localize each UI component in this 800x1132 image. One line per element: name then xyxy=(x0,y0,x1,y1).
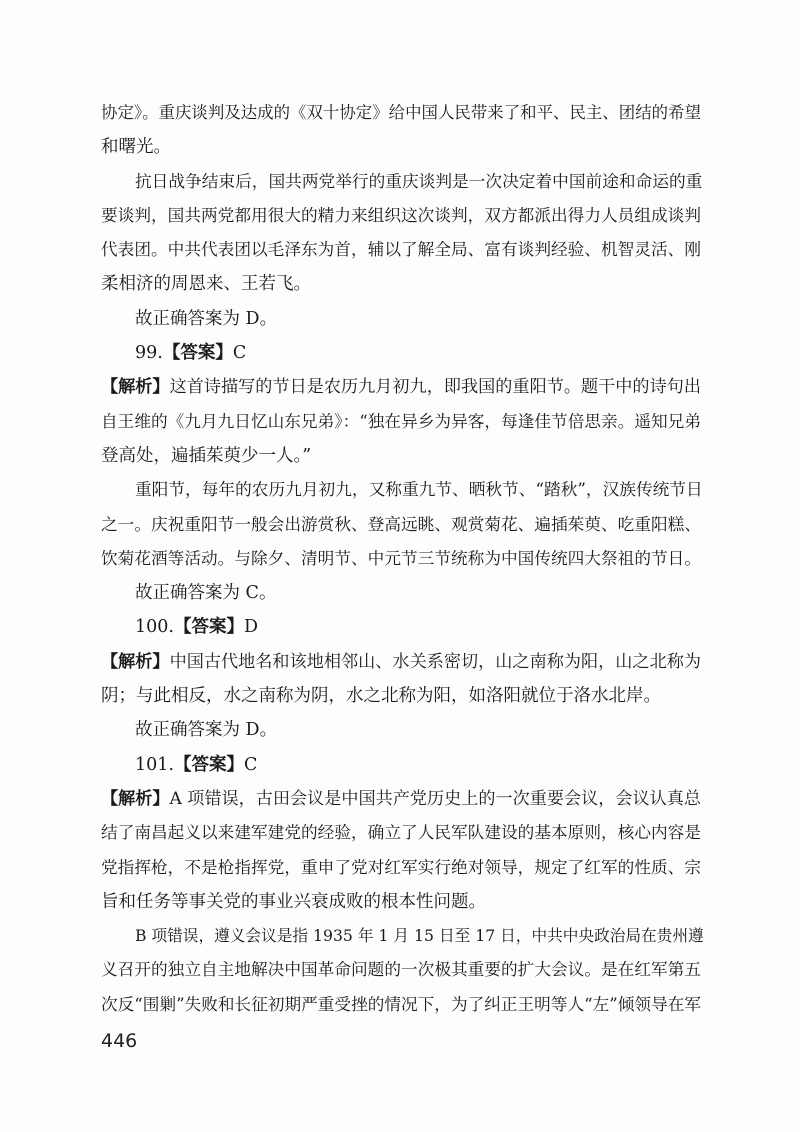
text-line: 之一。庆祝重阳节一般会出游赏秋、登高远眺、观赏菊花、遍插茱萸、吃重阳糕、 xyxy=(101,514,701,534)
text-line: 99.【答案】C xyxy=(135,343,247,364)
text-line: 阴；与此相反，水之南称为阴，水之北称为阳，如洛阳就位于洛水北岸。 xyxy=(101,686,661,707)
section-marker: 【解析】 xyxy=(101,788,170,809)
text-line: 101.【答案】C xyxy=(135,754,258,775)
section-marker: 【答案】 xyxy=(162,343,233,364)
text-line: 自王维的《九月九日忆山东兄弟》：“独在异乡为异客，每逢佳节倍思亲。遥知兄弟 xyxy=(101,411,701,431)
text-line: 柔相济的周恩来、王若飞。 xyxy=(101,274,311,295)
text-line: 重阳节，每年的农历九月初九，又称重九节、晒秋节、“踏秋”，汉族传统节日 xyxy=(135,480,703,500)
text-line: 故正确答案为 D。 xyxy=(135,720,278,741)
text-line: 代表团。中共代表团以毛泽东为首，辅以了解全局、富有谈判经验、机智灵活、刚 xyxy=(101,240,701,260)
text-line: 故正确答案为 C。 xyxy=(135,583,277,604)
text-line: 【解析】中国古代地名和该地相邻山、水关系密切，山之南称为阳，山之北称为 xyxy=(101,651,701,672)
section-marker: 【答案】 xyxy=(173,617,244,638)
text-line: 义召开的独立自主地解决中国革命问题的一次极其重要的扩大会议。是在红军第五 xyxy=(101,960,701,980)
text-line: 【解析】这首诗描写的节日是农历九月初九，即我国的重阳节。题干中的诗句出 xyxy=(101,377,701,398)
text-line: B 项错误，遵义会议是指 1935 年 1 月 15 日至 17 日，中共中央政治局在贵州遵 xyxy=(135,926,704,946)
text-line: 登高处，遍插茱萸少一人。” xyxy=(101,445,312,466)
section-marker: 【解析】 xyxy=(101,377,170,398)
text-line: 和曙光。 xyxy=(101,137,171,158)
section-marker: 【解析】 xyxy=(101,651,170,672)
text-line: 协定》。重庆谈判及达成的《双十协定》给中国人民带来了和平、民主、团结的希望 xyxy=(101,103,701,122)
page-number: 446 xyxy=(101,1030,138,1052)
body-text xyxy=(101,96,704,1022)
text-line: 要谈判，国共两党都用很大的精力来组织这次谈判，双方都派出得力人员组成谈判 xyxy=(101,205,701,225)
text-line: 故正确答案为 D。 xyxy=(135,308,278,329)
text-line: 党指挥枪，不是枪指挥党，重申了党对红军实行绝对领导，规定了红军的性质、宗 xyxy=(101,857,701,877)
text-line: 饮菊花酒等活动。与除夕、清明节、中元节三节统称为中国传统四大祭祖的节日。 xyxy=(101,548,701,568)
text-line: 100.【答案】D xyxy=(135,617,258,638)
text-line: 【解析】A 项错误，古田会议是中国共产党历史上的一次重要会议，会议认真总 xyxy=(101,788,701,809)
section-marker: 【答案】 xyxy=(173,754,244,775)
text-line: 次反“围剿”失败和长征初期严重受挫的情况下，为了纠正王明等人“左”倾领导在军 xyxy=(101,994,701,1014)
text-line: 旨和任务等事关党的事业兴衰成败的根本性问题。 xyxy=(101,891,486,912)
text-line: 结了南昌起义以来建军建党的经验，确立了人民军队建设的基本原则，核心内容是 xyxy=(101,823,701,843)
text-line: 抗日战争结束后，国共两党举行的重庆谈判是一次决定着中国前途和命运的重 xyxy=(135,171,703,191)
